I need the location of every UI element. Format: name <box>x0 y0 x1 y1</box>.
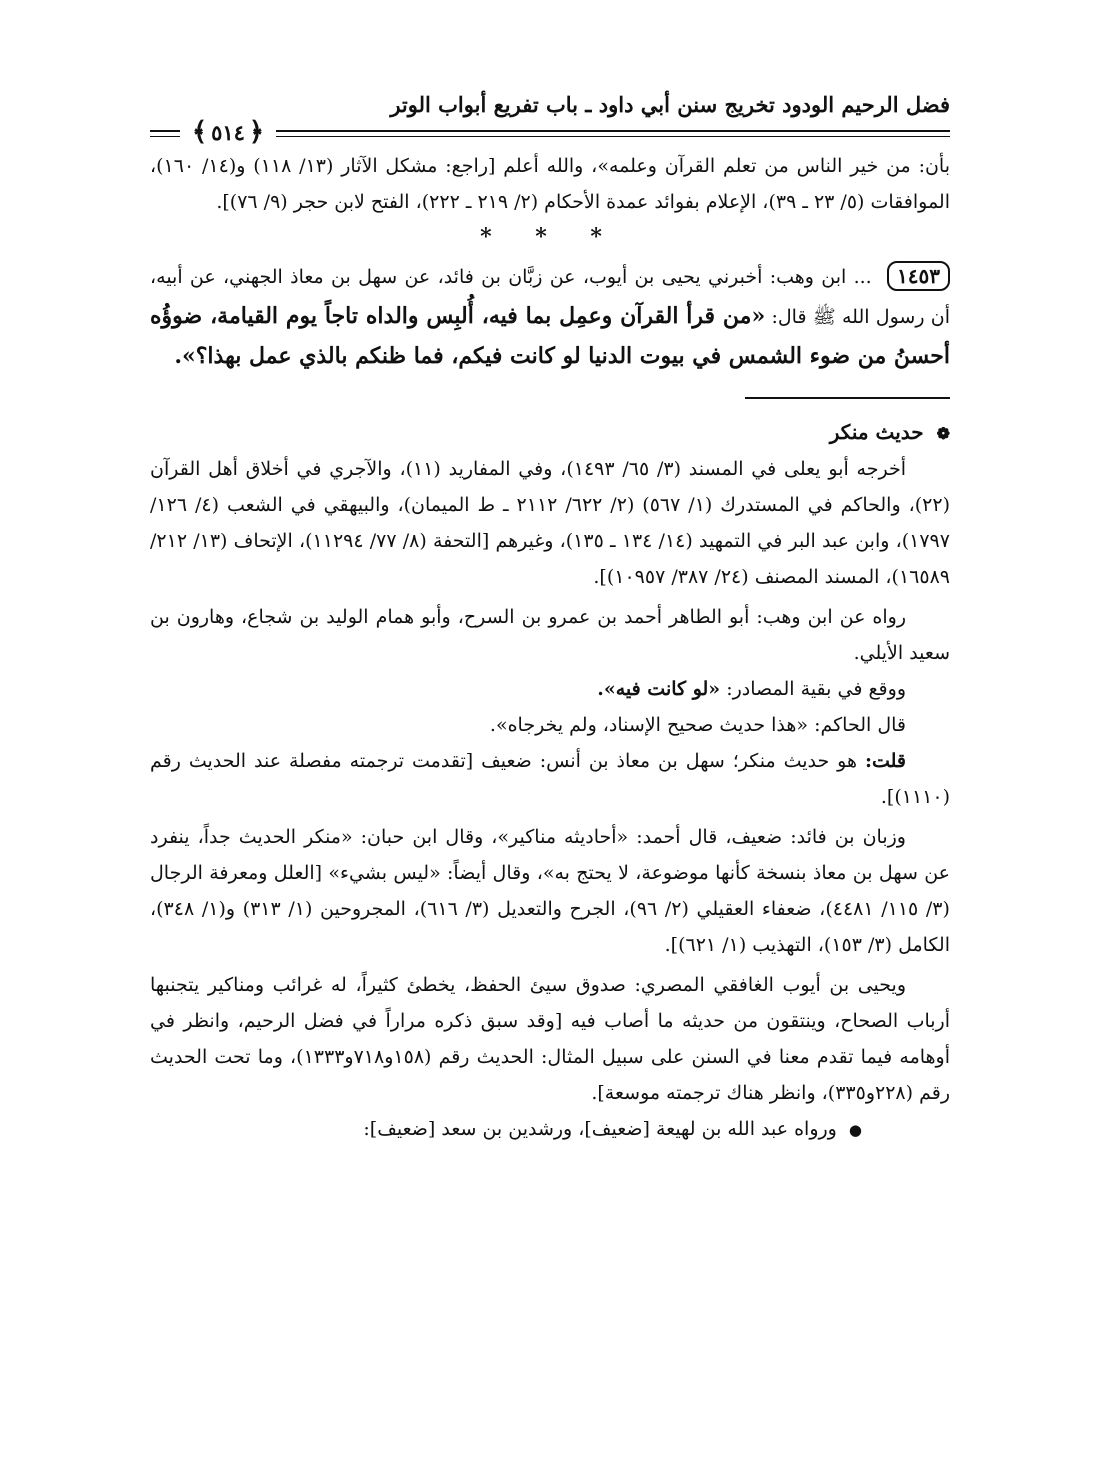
verdict-text: هو حديث منكر؛ سهل بن معاذ بن أنس: ضعيف [تقدمت ترجمته مفصلة عند الحديث رقم (١١١٠)]. <box>150 750 950 808</box>
hadith-grade <box>150 415 950 451</box>
hadith-number: ١٤٥٣ <box>887 261 950 291</box>
verdict-label: قلت: <box>864 750 906 772</box>
zabban-paragraph: وزبان بن فائد: ضعيف، قال أحمد: «أحاديثه مناكير»، وقال ابن حبان: «منكر الحديث جداً، ينفرد عن سهل بن معاذ بنسخة كأنها موضوعة، لا يحتج به»، وقال أيضاً: «ليس بشيء» [العلل ومعرفة الرجال (٣/ ١١٥/ ٤٤٨١)، ضعفاء العقيلي (٢/ ٩٦)، الجرح والتعديل (٣/ ٦١٦)، المجروحين (١/ ٣١٣) و(١/ ٣٤٨)، الكامل (٣/ ١٥٣)، التهذيب (١/ ٦٢١)]. <box>150 826 950 956</box>
variant-prefix: ووقع في بقية المصادر: <box>726 678 906 700</box>
bullet-icon: ● <box>848 1121 862 1139</box>
takhrij-paragraph: أخرجه أبو يعلى في المسند (٣/ ٦٥/ ١٤٩٣)، وفي المفاريد (١١)، والآجري في أخلاق أهل القرآن (٢٢)، والحاكم في المستدرك (١/ ٥٦٧) (٢/ ٦٢٢/ ٢١١٢ ـ ط الميمان)، والبيهقي في الشعب (٤/ ١٢٦/ ١٧٩٧)، وابن عبد البر في التمهيد (١٤/ ١٣٤ ـ ١٣٥)، وغيرهم [التحفة (٨/ ٧٧/ ١١٢٩٤)، الإتحاف (١٣/ ٢١٢/ ١٦٥٨٩)، المسند المصنف (٢٤/ ٣٨٧/ ١٠٩٥٧)]. <box>150 458 950 588</box>
lahia-paragraph <box>150 1111 950 1148</box>
badge-bracket-icon: ﴾ <box>191 117 208 147</box>
variant-wording: «لو كانت فيه». <box>597 678 721 700</box>
variant-paragraph <box>150 671 950 707</box>
hadith-isnad: ... ابن وهب: أخبرني يحيى بن أيوب، عن زبَّان بن فائد، عن سهل بن معاذ الجهني، عن أبيه، أن رسول الله ﷺ قال: <box>150 266 950 328</box>
flower-icon: ❁ <box>936 424 950 443</box>
badge-bracket-icon: ﴿ <box>248 117 265 147</box>
hakim-paragraph: قال الحاكم: «هذا حديث صحيح الإسناد، ولم يخرجاه». <box>489 714 906 736</box>
running-header <box>150 88 950 148</box>
section-separator: * * * <box>480 224 620 250</box>
hadith-matn: «من قرأ القرآن وعمِل بما فيه، أُلبِس والداه تاجاً يوم القيامة، ضوؤُه أحسنُ من ضوء الشمس في بيوت الدنيا لو كانت فيكم، فما ظنكم بالذي عمل بهذا؟». <box>150 303 950 369</box>
book-page <box>150 88 950 1448</box>
yahya-paragraph: ويحيى بن أيوب الغافقي المصري: صدوق سيئ الحفظ، يخطئ كثيراً، له غرائب ومناكير يتجنبها أرباب الصحاح، وينتقون من حديثه ما أصاب فيه [وقد سبق ذكره مراراً في فضل الرحيم، وانظر في أوهامه فيما تقدم معنا في السنن على سبيل المثال: الحديث رقم (١٥٨و٧١٨و١٣٣٣)، وما تحت الحديث رقم (٢٢٨و٣٣٥)، وانظر هناك ترجمته موسعة]. <box>150 974 951 1104</box>
page-number: ٥١٤ <box>211 119 245 145</box>
page-number-badge <box>180 116 276 148</box>
lahia-text: ورواه عبد الله بن لهيعة [ضعيف]، ورشدين بن سعد [ضعيف]: <box>363 1118 837 1140</box>
hadith-paragraph <box>150 258 950 377</box>
grade-text: حديث منكر <box>829 420 924 444</box>
verdict-paragraph <box>150 743 950 815</box>
header-title: فضل الرحيم الودود تخريج سنن أبي داود ـ باب تفريع أبواب الوتر <box>390 92 950 117</box>
footnote-divider <box>745 397 950 399</box>
narrators-paragraph: رواه عن ابن وهب: أبو الطاهر أحمد بن عمرو بن السرح، وأبو همام الوليد بن شجاع، وهارون بن سعيد الأيلي. <box>150 606 950 664</box>
intro-paragraph: بأن: من خير الناس من تعلم القرآن وعلمه»، والله أعلم [راجع: مشكل الآثار (١٣/ ١١٨) و(١٤/ ١٦٠)، الموافقات (٥/ ٢٣ ـ ٣٩)، الإعلام بفوائد عمدة الأحكام (٢/ ٢١٩ ـ ٢٢٢)، الفتح لابن حجر (٩/ ٧٦)]. <box>150 155 951 213</box>
